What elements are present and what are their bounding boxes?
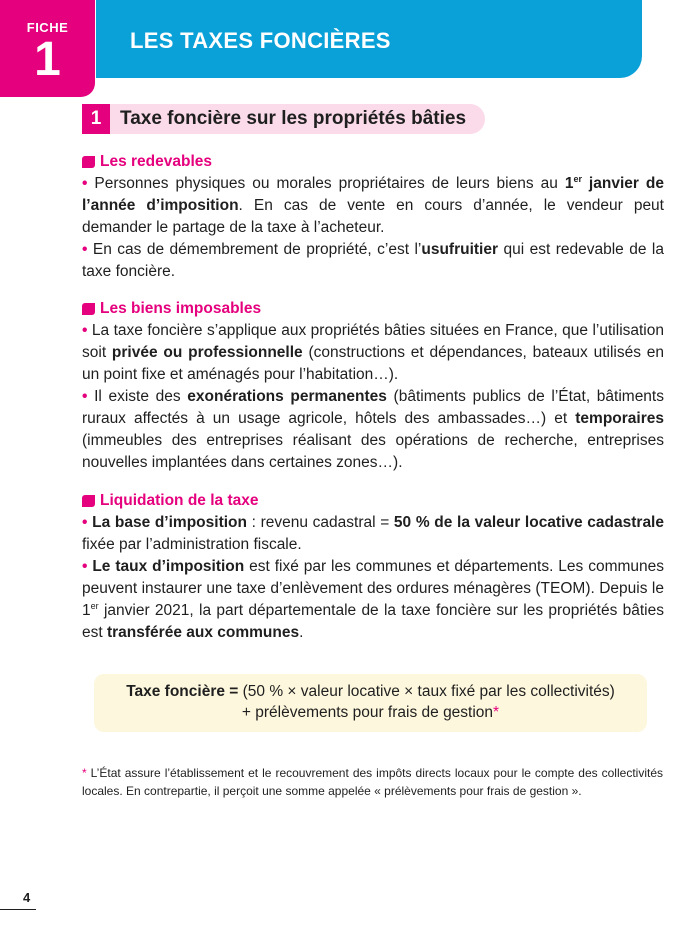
footnote-asterisk: * (82, 766, 87, 780)
block-biens-imposables (82, 298, 664, 474)
bullet-icon: • (82, 558, 88, 575)
formula-line-1: Taxe foncière = (50 % × valeur locative × taux fixé par les collectivités) (126, 683, 615, 700)
subheading-redevables: Les redevables (82, 151, 664, 173)
bullet-icon: • (82, 241, 88, 258)
block-redevables (82, 151, 664, 283)
section-number: 1 (82, 104, 110, 134)
bullet-icon: • (82, 388, 88, 405)
subheading-liquidation: Liquidation de la taxe (82, 490, 664, 512)
paragraph-biens-2: • Il existe des exonérations permanentes (bâtiments publics de l’État, bâtiments ruraux affectés à un usage agricole, hôtels des ambassades…) et temporaires (immeubles des entreprises réalisant des opérations de recherche, entreprises nouvelles implantées dans certaines zones…). (82, 388, 664, 471)
header-bar (96, 0, 642, 78)
bullet-icon: • (82, 322, 88, 339)
block-liquidation (82, 490, 664, 644)
paragraph-biens-1: • La taxe foncière s’applique aux propriétés bâties situées en France, que l’utilisation soit privée ou professionnelle (constructions et dépendances, bateaux utilisés en un point fixe et aménagés pour l’habitation…). (82, 322, 664, 383)
section-title: Taxe foncière sur les propriétés bâties (120, 108, 467, 129)
paragraph-redevables-1: • Personnes physiques ou morales propriétaires de leurs biens au 1er janvier de l’année d’imposition. En cas de vente en cours d’année, le vendeur peut demander le partage de la taxe à l’acheteur. (82, 173, 664, 236)
page-number: 4 (23, 890, 31, 905)
formula-label: Taxe foncière = (126, 683, 239, 700)
fiche-number: 1 (34, 33, 61, 86)
formula-box (94, 674, 647, 732)
paragraph-liquidation-2: • Le taux d’imposition est fixé par les communes et départements. Les communes peuvent instaurer une taxe d’enlèvement des ordures ménagères (TEOM). Depuis le 1er janvier 2021, la part départementale de la taxe foncière sur les propriétés bâties est transférée aux communes. (82, 558, 665, 641)
subheading-biens-imposables: Les biens imposables (82, 298, 664, 320)
page-number-rule (0, 909, 36, 910)
asterisk-icon: * (493, 704, 500, 721)
page-title: LES TAXES FONCIÈRES (130, 28, 391, 53)
formula-line-2: + prélèvements pour frais de gestion* (241, 704, 500, 721)
paragraph-redevables-2: • En cas de démembrement de propriété, c’est l’usufruitier qui est redevable de la taxe foncière. (82, 241, 664, 280)
bullet-icon: • (82, 175, 88, 192)
paragraph-liquidation-1: • La base d’imposition : revenu cadastral = 50 % de la valeur locative cadastrale fixée par l’administration fiscale. (82, 514, 664, 553)
fiche-tab (0, 0, 95, 97)
fiche-label: FICHE (26, 20, 69, 35)
bullet-icon: • (82, 514, 88, 531)
footnote: * L’État assure l’établissement et le recouvrement des impôts directs locaux pour le compte des collectivités locales. En contrepartie, il perçoit une somme appelée « prélèvements pour frais de gestion ». (82, 766, 663, 798)
section-heading (82, 104, 485, 134)
